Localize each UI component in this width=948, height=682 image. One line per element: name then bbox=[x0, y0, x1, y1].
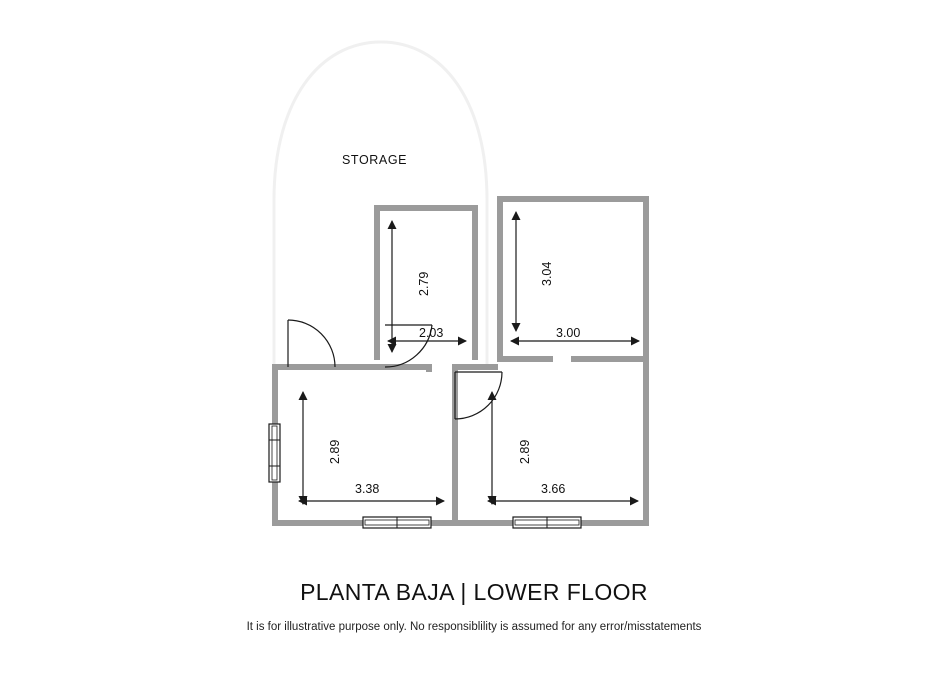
window-bottom-left bbox=[363, 517, 431, 528]
door-interior-center bbox=[455, 372, 502, 419]
dim-label-room-right-top-width: 3.00 bbox=[556, 326, 581, 340]
dim-label-room-lower-left-width: 3.38 bbox=[355, 482, 380, 496]
window-bottom-right bbox=[513, 517, 581, 528]
caption-block bbox=[0, 578, 948, 634]
disclaimer-text: It is for illustrative purpose only. No responsiblility is assumed for any error/misstatements bbox=[246, 621, 702, 633]
dim-label-room-lower-left-height: 2.89 bbox=[328, 439, 342, 464]
dim-label-room-right-top-height: 3.04 bbox=[540, 261, 554, 286]
door-entry-left bbox=[288, 320, 335, 367]
dim-label-room-lower-right-width: 3.66 bbox=[541, 482, 566, 496]
dim-label-room-lower-right-height: 2.89 bbox=[518, 439, 532, 464]
page-title: PLANTA BAJA | LOWER FLOOR bbox=[300, 579, 648, 605]
dim-label-bedroom-upper-height: 2.79 bbox=[417, 271, 431, 296]
storage-label: STORAGE bbox=[342, 153, 408, 167]
walls bbox=[272, 196, 649, 526]
dim-label-bedroom-upper-width: 2.03 bbox=[419, 326, 444, 340]
window-left bbox=[269, 424, 280, 482]
